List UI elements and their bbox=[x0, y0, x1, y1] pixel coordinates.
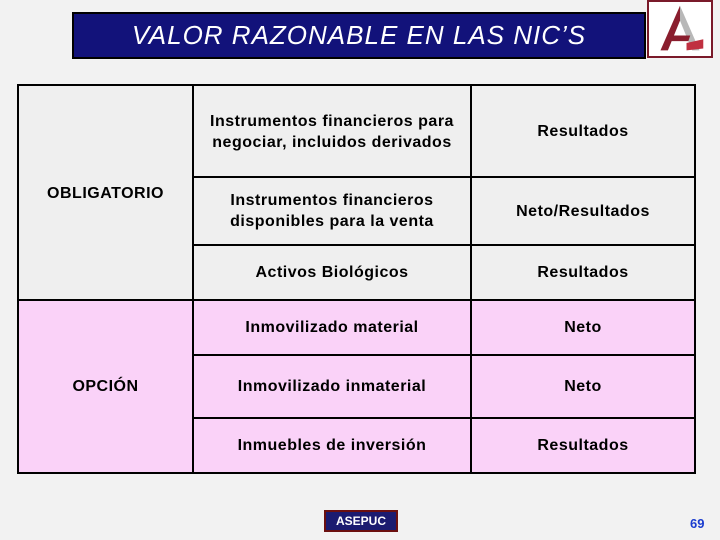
table-row-item: Activos Biológicos bbox=[255, 264, 409, 281]
title-bar bbox=[72, 12, 646, 59]
category-label-obligatorio: OBLIGATORIO bbox=[47, 184, 164, 202]
column-divider bbox=[470, 86, 472, 472]
row-divider bbox=[194, 176, 694, 178]
column-divider bbox=[192, 86, 194, 472]
table-row-treatment: Neto bbox=[564, 319, 602, 336]
category-label-opcion: OPCIÓN bbox=[72, 377, 139, 395]
table-row-treatment: Resultados bbox=[537, 123, 629, 140]
section-divider bbox=[19, 299, 694, 301]
valor-razonable-table bbox=[17, 84, 696, 474]
table-row-item: Inmovilizado inmaterial bbox=[237, 378, 427, 395]
table-row-treatment: Neto/Resultados bbox=[516, 202, 650, 220]
page-number: 69 bbox=[690, 516, 705, 531]
table-row-treatment: Resultados bbox=[537, 436, 629, 454]
asepuc-logo-icon bbox=[647, 0, 713, 58]
row-divider bbox=[194, 417, 694, 419]
table-row-treatment: Resultados bbox=[537, 264, 629, 281]
table-row-treatment: Neto bbox=[564, 378, 602, 395]
table-row-item: Instrumentos financieros disponibles para la venta bbox=[230, 192, 434, 230]
asepuc-badge: ASEPUC bbox=[324, 510, 398, 532]
row-divider bbox=[194, 244, 694, 246]
table-row-item: Inmovilizado material bbox=[245, 319, 419, 336]
page-title: VALOR RAZONABLE EN LAS NIC’S bbox=[131, 20, 587, 50]
row-divider bbox=[194, 354, 694, 356]
table-row-item: Inmuebles de inversión bbox=[237, 436, 427, 454]
table-row-item: Instrumentos financieros para negociar, incluidos derivados bbox=[210, 112, 454, 151]
